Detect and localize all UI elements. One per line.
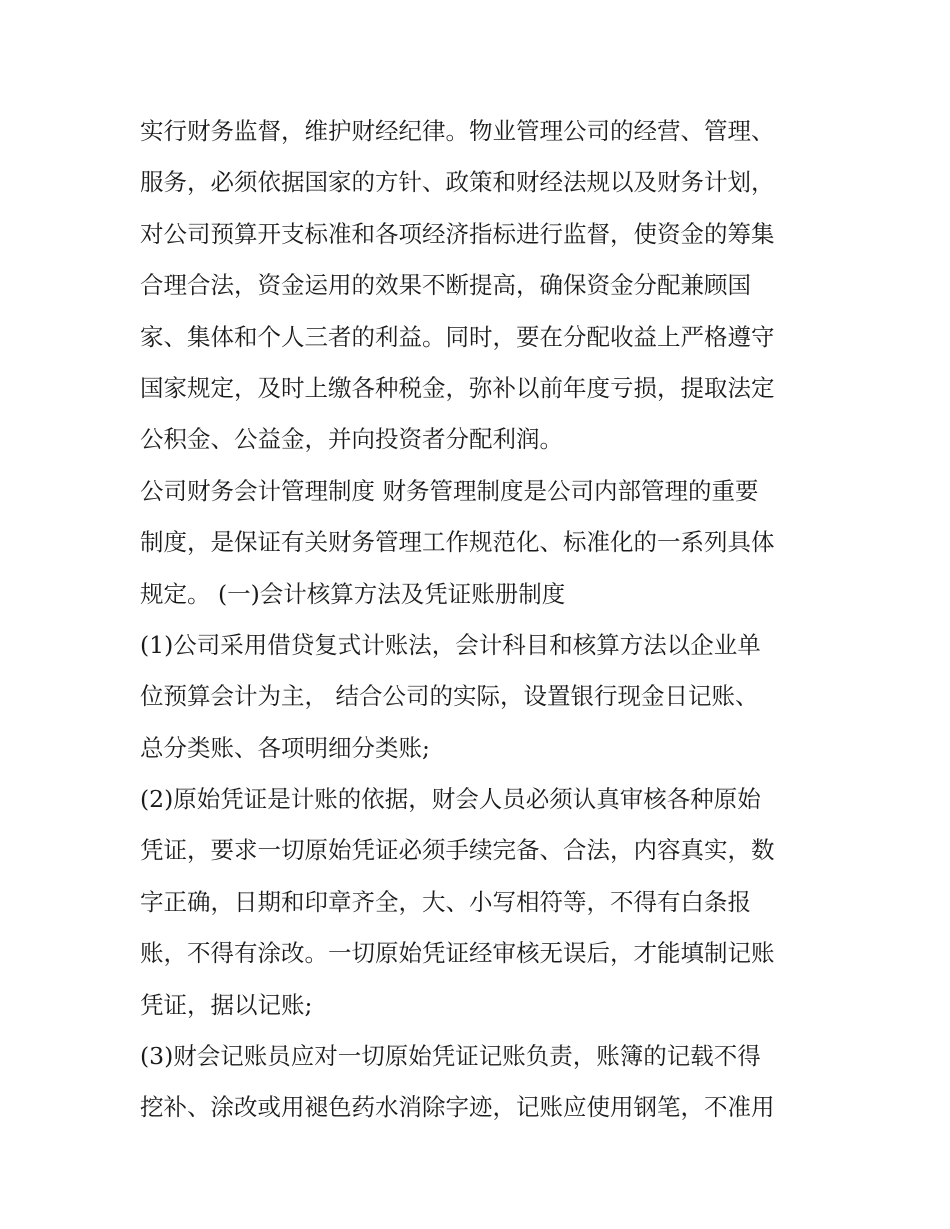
document-body: [140, 106, 820, 1134]
text-line: 凭证，要求一切原始凭证必须手续完备、合法，内容真实，数: [140, 836, 775, 865]
list-item-line: (2)原始凭证是计账的依据，财会人员必须认真审核各种原始: [140, 785, 761, 814]
text-line: 总分类账、各项明细分类账;: [140, 733, 430, 762]
text-line: 服务，必须依据国家的方针、政策和财经法规以及财务计划，: [140, 168, 775, 197]
text-line: 对公司预算开支标准和各项经济指标进行监督，使资金的筹集: [140, 219, 775, 248]
text-line: 凭证，据以记账;: [140, 990, 313, 1019]
text-line: 规定。 (一)会计核算方法及凭证账册制度: [140, 579, 566, 608]
text-line: 位预算会计为主， 结合公司的实际，设置银行现金日记账、: [140, 682, 759, 711]
text-line: 实行财务监督，维护财经纪律。物业管理公司的经营、管理、: [140, 117, 775, 145]
text-line: 挖补、涂改或用褪色药水消除字迹，记账应使用钢笔，不准用: [140, 1093, 775, 1122]
text-line: 合理合法，资金运用的效果不断提高，确保资金分配兼顾国: [140, 271, 751, 300]
text-line: 国家规定，及时上缴各种税金，弥补以前年度亏损，提取法定: [140, 373, 775, 402]
list-item-line: (1)公司采用借贷复式计账法，会计科目和核算方法以企业单: [140, 630, 761, 659]
text-line: 账，不得有涂改。一切原始凭证经审核无误后，才能填制记账: [140, 939, 775, 968]
text-line: 字正确，日期和印章齐全，大、小写相符等，不得有白条报: [140, 887, 751, 916]
text-line: 制度，是保证有关财务管理工作规范化、标准化的一系列具体: [140, 528, 775, 557]
text-line: 家、集体和个人三者的利益。同时，要在分配收益上严格遵守: [140, 322, 775, 351]
list-item-line: (3)财会记账员应对一切原始凭证记账负责，账簿的记载不得: [140, 1042, 761, 1071]
text-line: 公积金、公益金，并向投资者分配利润。: [140, 425, 563, 454]
section-heading-line: 公司财务会计管理制度 财务管理制度是公司内部管理的重要: [140, 476, 759, 505]
